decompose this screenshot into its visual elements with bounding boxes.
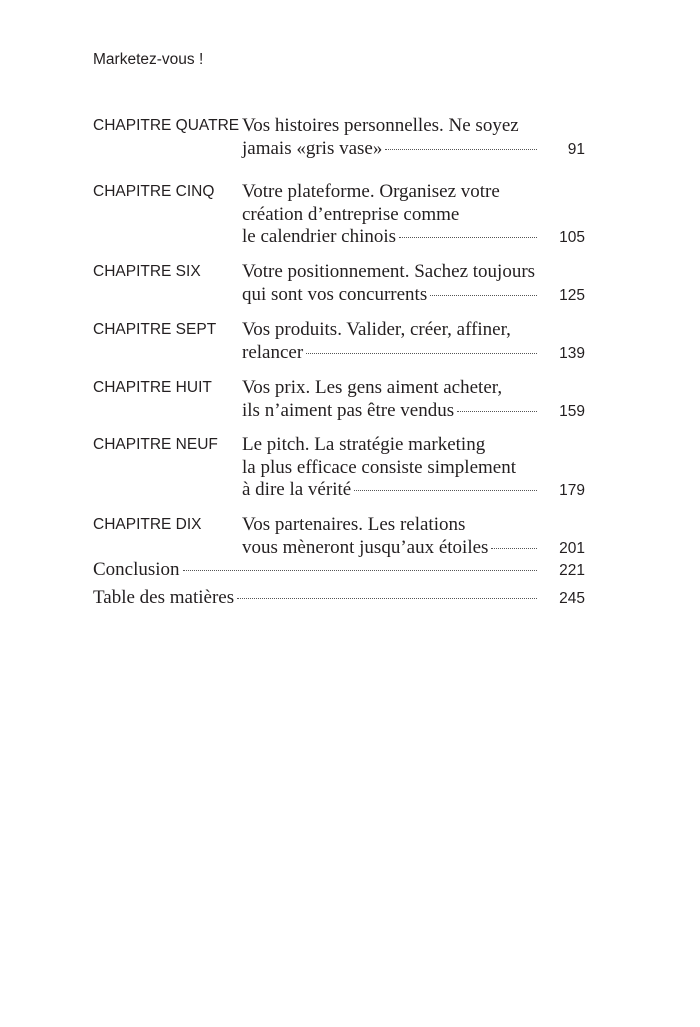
chapter-label: CHAPITRE DIX bbox=[93, 516, 202, 533]
dot-leader bbox=[491, 548, 537, 549]
dot-leader bbox=[306, 353, 537, 354]
chapter-label: CHAPITRE HUIT bbox=[93, 379, 212, 396]
entry-title-line: Votre positionnement. Sachez toujours bbox=[242, 261, 536, 282]
toc-entry bbox=[93, 181, 585, 261]
table-of-contents bbox=[93, 115, 585, 611]
entry-title-line: Le pitch. La stratégie marketing bbox=[242, 434, 486, 455]
page-number: 105 bbox=[559, 229, 585, 246]
toc-entry bbox=[93, 434, 585, 514]
dot-leader bbox=[237, 598, 537, 599]
chapter-label: CHAPITRE CINQ bbox=[93, 183, 215, 200]
entry-title-line: Votre plateforme. Organisez votre bbox=[242, 181, 500, 202]
dot-leader bbox=[183, 570, 537, 571]
entry-title-line: le calendrier chinois bbox=[242, 226, 397, 247]
entry-title-line: à dire la vérité bbox=[242, 479, 352, 500]
entry-title-line: la plus efficace consiste simplement bbox=[242, 456, 517, 478]
entry-title-line: Vos prix. Les gens aiment acheter, bbox=[242, 377, 503, 398]
dot-leader bbox=[457, 411, 537, 412]
page-number: 125 bbox=[559, 286, 585, 304]
chapter-label: CHAPITRE SEPT bbox=[93, 321, 217, 338]
entry-title-line: qui sont vos concurrents bbox=[242, 283, 428, 305]
page-number: 221 bbox=[559, 562, 585, 579]
running-head: Marketez-vous ! bbox=[93, 51, 204, 68]
entry-title-line: création d’entreprise comme bbox=[242, 203, 460, 225]
toc-entry bbox=[93, 319, 585, 377]
page-number: 159 bbox=[559, 402, 585, 420]
entry-title-line: Vos histoires personnelles. Ne soyez bbox=[242, 115, 519, 136]
toc-entry bbox=[93, 115, 585, 181]
entry-title-line: relancer bbox=[242, 341, 304, 363]
dot-leader bbox=[385, 149, 537, 150]
chapter-label: CHAPITRE QUATRE bbox=[93, 117, 240, 134]
dot-leader bbox=[399, 237, 537, 238]
toc-entry-table-des-matieres bbox=[93, 587, 585, 611]
toc-entry bbox=[93, 377, 585, 434]
dot-leader bbox=[430, 295, 537, 296]
dot-leader bbox=[354, 490, 537, 491]
chapter-label: CHAPITRE SIX bbox=[93, 263, 201, 280]
page-number: 179 bbox=[559, 482, 585, 499]
toc-entry bbox=[93, 514, 585, 559]
page-number: 245 bbox=[559, 590, 585, 607]
entry-title: Table des matières bbox=[93, 587, 235, 608]
entry-title: Conclusion bbox=[93, 559, 180, 580]
entry-title-line: Vos partenaires. Les relations bbox=[242, 514, 466, 535]
page-number: 201 bbox=[559, 539, 585, 557]
entry-title-line: Vos produits. Valider, créer, affiner, bbox=[242, 319, 511, 340]
chapter-label: CHAPITRE NEUF bbox=[93, 436, 218, 453]
toc-entry-conclusion bbox=[93, 559, 585, 587]
entry-title-line: vous mèneront jusqu’aux étoiles bbox=[242, 536, 489, 558]
page-number: 91 bbox=[567, 140, 585, 158]
toc-entry bbox=[93, 261, 585, 319]
entry-title-line: ils n’aiment pas être vendus bbox=[242, 399, 455, 421]
entry-title-line: jamais «gris vase» bbox=[242, 137, 383, 159]
page-number: 139 bbox=[559, 344, 585, 362]
